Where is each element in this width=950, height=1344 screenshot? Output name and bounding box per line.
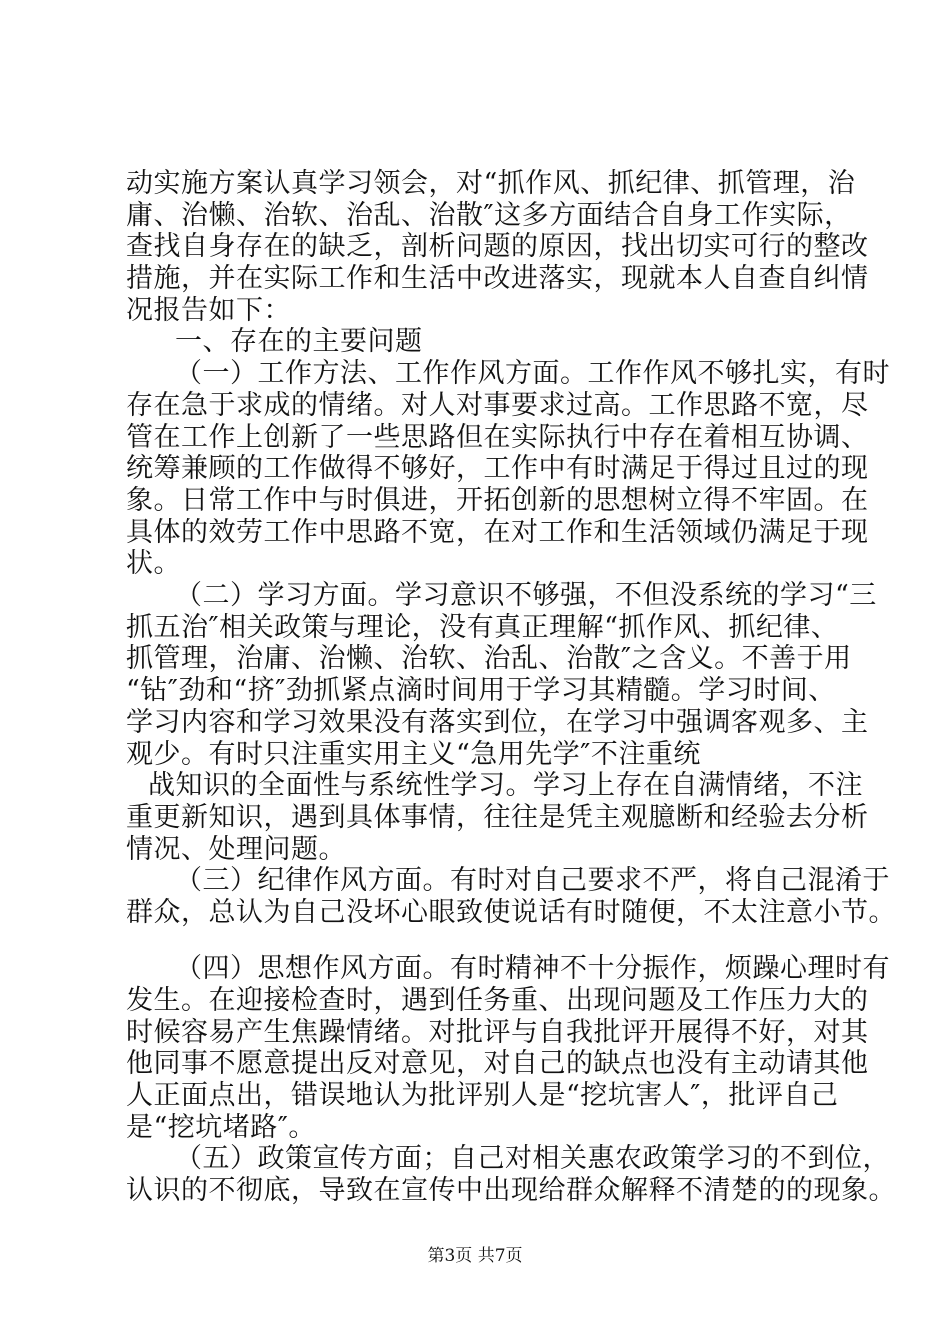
text-line: 发生。在迎接检查时，遇到任务重、出现问题及工作压力大的 [126,985,869,1016]
text-line: 状。 [126,548,181,579]
text-line: 人正面点出，错误地认为批评别人是“挖坑害人″，批评自己 [126,1080,839,1111]
paragraph-start: （二）学习方面。学习意识不够强，不但没系统的学习“三 [175,580,877,611]
text-line: 战知识的全面性与系统性学习。学习上存在自满情绪，不注 [148,770,863,801]
text-line: 统筹兼顾的工作做得不够好，工作中有时满足于得过且过的现 [126,453,869,484]
section-heading: 一、存在的主要问题 [175,326,423,357]
paragraph-start: （四）思想作风方面。有时精神不十分振作，烦躁心理时有 [175,953,890,984]
text-line: 学习内容和学习效果没有落实到位，在学习中强调客观多、主 [126,707,869,738]
text-line: 象。日常工作中与时俱进，开拓创新的思想树立得不牢固。在 [126,485,869,516]
text-line: 具体的效劳工作中思路不宽，在对工作和生活领域仍满足于现 [126,517,869,548]
text-line: 群众，总认为自己没坏心眼致使说话有时随便，不太注意小节。 [126,897,896,928]
text-line: 情况、处理问题。 [126,834,346,865]
text-line: 措施，并在实际工作和生活中改进落实，现就本人自查自纠情 [126,263,869,294]
text-line: 时候容易产生焦躁情绪。对批评与自我批评开展得不好，对其 [126,1017,869,1048]
text-line: “钻″劲和“挤″劲抓紧点滴时间用于学习其精髓。学习时间、 [126,675,836,706]
text-line: 重更新知识，遇到具体事情，往往是凭主观臆断和经验去分析 [126,802,869,833]
paragraph-start: （五）政策宣传方面；自己对相关惠农政策学习的不到位， [175,1143,890,1174]
paragraph-start: （一）工作方法、工作作风方面。工作作风不够扎实，有时 [175,358,890,389]
page-number-footer: 第3页 共7页 [427,1246,523,1266]
text-line: 观少。有时只注重实用主义“急用先学″不注重统 [126,739,701,770]
text-line: 认识的不彻底，导致在宣传中出现给群众解释不清楚的的现象。 [126,1175,896,1206]
text-line: 抓管理，治庸、治懒、治软、治乱、治散″之含义。不善于用 [126,643,852,674]
text-line: 动实施方案认真学习领会，对“抓作风、抓纪律、抓管理，治 [126,168,856,199]
text-line: 他同事不愿意提出反对意见，对自己的缺点也没有主动请其他 [126,1048,869,1079]
text-line: 查找自身存在的缺乏，剖析问题的原因，找出切实可行的整改 [126,231,869,262]
text-line: 存在急于求成的情绪。对人对事要求过高。工作思路不宽，尽 [126,390,869,421]
paragraph-start: （三）纪律作风方面。有时对自己要求不严，将自己混淆于 [175,865,890,896]
text-line: 抓五治″相关政策与理论，没有真正理解“抓作风、抓纪律、 [126,612,839,643]
text-line: 管在工作上创新了一些思路但在实际执行中存在着相互协调、 [126,422,869,453]
text-line: 是“挖坑堵路″。 [126,1112,316,1143]
text-line: 庸、治懒、治软、治乱、治散″这多方面结合自身工作实际， [126,200,852,231]
text-line: 况报告如下： [126,295,291,326]
